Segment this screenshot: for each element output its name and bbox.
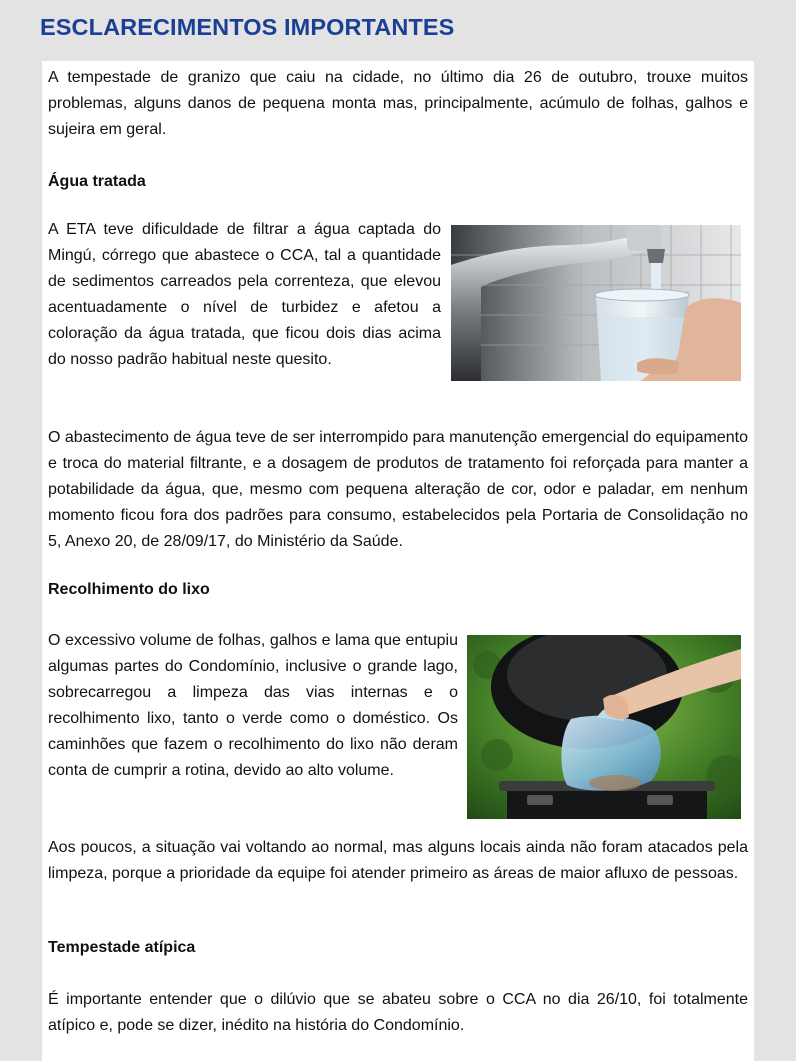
tempestade-paragraph-1: É importante entender que o dilúvio que se abateu sobre o CCA no dia 26/10, foi totalmente atípico e, pode se dizer, inédito na história do Condomínio. — [48, 991, 748, 1034]
water-faucet-image — [451, 225, 741, 381]
agua-paragraph-1: A ETA teve dificuldade de filtrar a água captada do Mingú, córrego que abastece o CCA, tal a quantidade de sedimentos carreados pela correnteza, que elevou acentuadamente o nível de turbidez e afetou a coloração da água tratada, que ficou dois dias acima do nosso padrão habitual neste quesito. — [48, 221, 441, 368]
intro-paragraph: A tempestade de granizo que caiu na cidade, no último dia 26 de outubro, trouxe muitos problemas, alguns danos de pequena monta mas, principalmente, acúmulo de folhas, galhos e sujeira em geral. — [48, 69, 748, 138]
trash-bin-image — [467, 635, 741, 819]
lixo-paragraph-2: Aos poucos, a situação vai voltando ao normal, mas alguns locais ainda não foram atacados pela limpeza, porque a prioridade da equipe foi atender primeiro as áreas de maior afluxo de pessoas. — [48, 839, 748, 882]
section-heading-agua: Água tratada — [48, 173, 146, 190]
article-body — [42, 61, 754, 1061]
lixo-paragraph-1: O excessivo volume de folhas, galhos e lama que entupiu algumas partes do Condomínio, inclusive o grande lago, sobrecarregou a limpeza das vias internas e o recolhimento lixo, tanto o verde como o doméstico. Os caminhões que fazem o recolhimento do lixo não deram conta de cumprir a rotina, devido ao alto volume. — [48, 632, 458, 779]
section-heading-lixo: Recolhimento do lixo — [48, 581, 210, 598]
agua-paragraph-2: O abastecimento de água teve de ser interrompido para manutenção emergencial do equipamento e troca do material filtrante, e a dosagem de produtos de tratamento foi reforçada para manter a potabilidade da água, que, mesmo com pequena alteração de cor, odor e paladar, em nenhum momento ficou fora dos padrões para consumo, estabelecidos pela Portaria de Consolidação no 5, Anexo 20, de 28/09/17, do Ministério da Saúde. — [48, 429, 748, 550]
page-title: ESCLARECIMENTOS IMPORTANTES — [40, 14, 455, 40]
section-heading-tempestade: Tempestade atípica — [48, 939, 196, 956]
